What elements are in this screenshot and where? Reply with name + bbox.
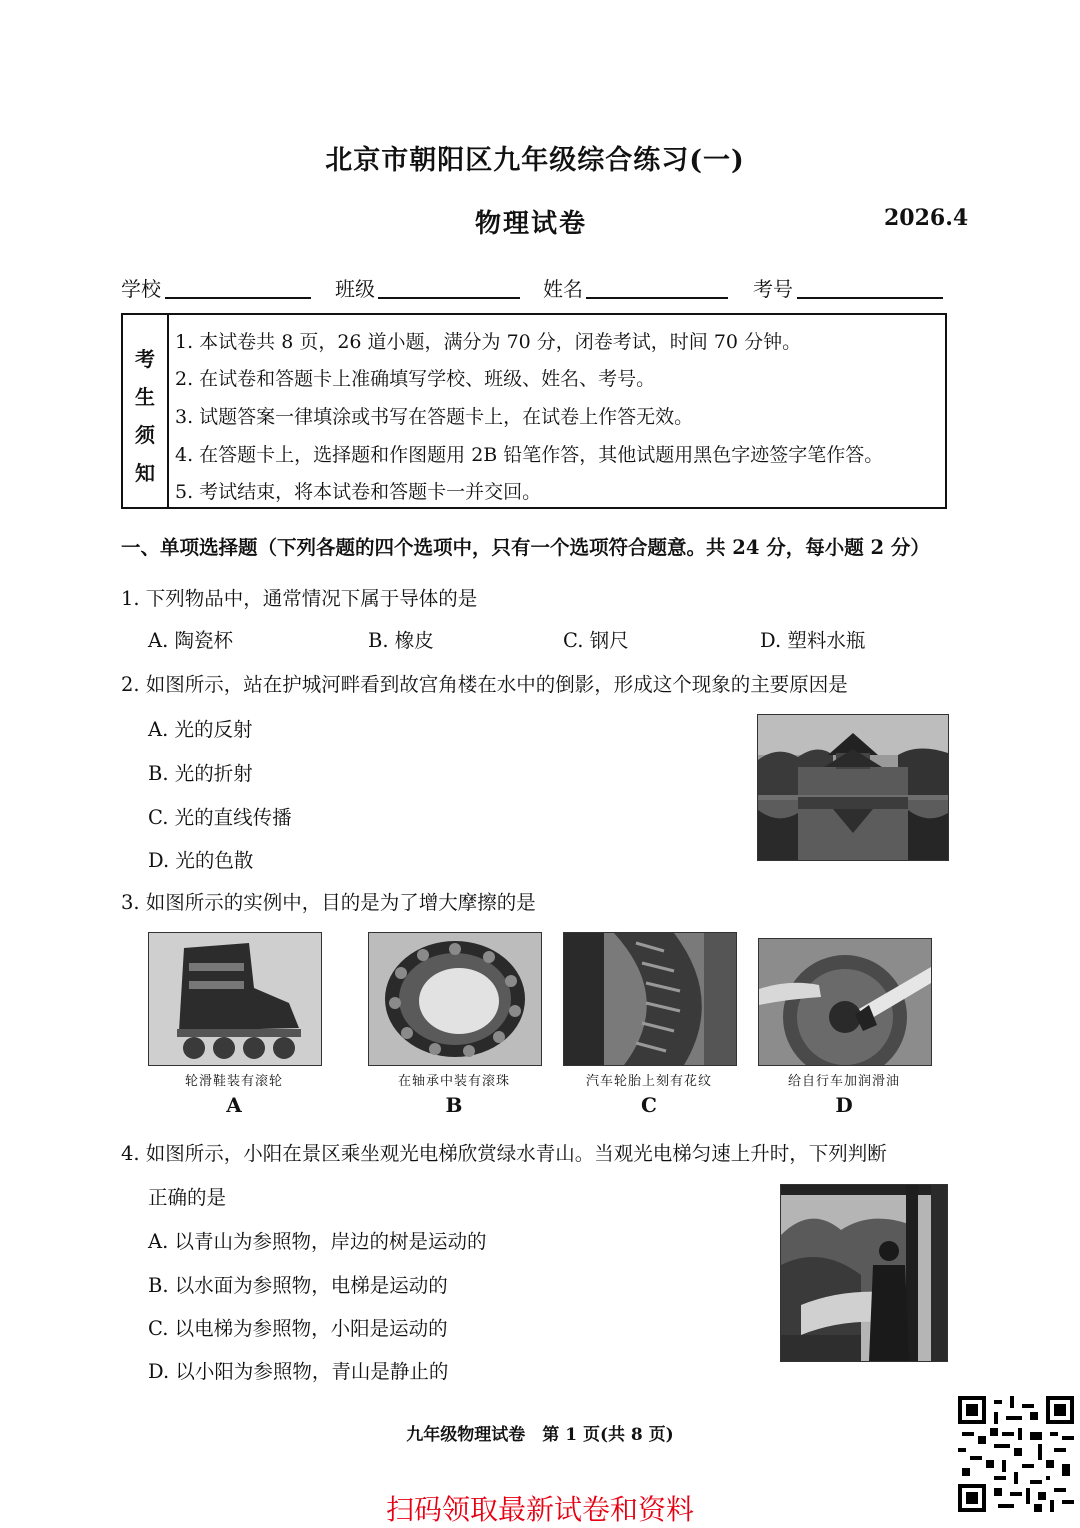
q3-label-b: B xyxy=(445,1093,463,1117)
class-label: 班级 xyxy=(335,277,375,301)
exam-no-blank xyxy=(797,297,943,299)
sightseeing-elevator-image xyxy=(781,1185,947,1361)
tire-photo xyxy=(563,932,737,1066)
q2-option-d: D. 光的色散 xyxy=(148,849,254,872)
class-blank xyxy=(378,297,520,299)
corner-tower-photo xyxy=(757,714,949,861)
q3-label-d: D xyxy=(835,1093,853,1117)
notice-item: 5. 考试结束，将本试卷和答题卡一并交回。 xyxy=(175,481,542,503)
section-heading: 一、单项选择题（下列各题的四个选项中，只有一个选项符合题意。共 24 分，每小题 2 分） xyxy=(121,536,930,559)
q2-stem: 2. 如图所示，站在护城河畔看到故宫角楼在水中的倒影，形成这个现象的主要原因是 xyxy=(121,673,848,696)
q1-option-a: A. 陶瓷杯 xyxy=(148,629,233,652)
notice-heading-char: 考 xyxy=(135,347,155,371)
skate-photo xyxy=(148,932,322,1066)
notice-item: 4. 在答题卡上，选择题和作图题用 2B 铅笔作答，其他试题用黑色字迹签字笔作答。 xyxy=(175,444,884,466)
q4-stem: 4. 如图所示，小阳在景区乘坐观光电梯欣赏绿水青山。当观光电梯匀速上升时，下列判断 xyxy=(121,1142,887,1165)
corner-tower-image xyxy=(758,715,948,860)
notice-item: 2. 在试卷和答题卡上准确填写学校、班级、姓名、考号。 xyxy=(175,368,656,390)
bike-oil-photo xyxy=(758,938,932,1066)
q3-caption-a: 轮滑鞋装有滚轮 xyxy=(184,1074,283,1089)
q4-stem-cont: 正确的是 xyxy=(148,1186,227,1209)
notice-heading-char: 知 xyxy=(135,461,155,485)
q3-caption-d: 给自行车加润滑油 xyxy=(787,1074,900,1089)
name-blank xyxy=(586,297,728,299)
notice-item: 1. 本试卷共 8 页，26 道小题，满分为 70 分，闭卷考试，时间 70 分钟。 xyxy=(175,331,802,353)
q4-option-a: A. 以青山为参照物，岸边的树是运动的 xyxy=(148,1230,487,1253)
q2-option-a: A. 光的反射 xyxy=(148,718,253,741)
q1-option-b: B. 橡皮 xyxy=(368,629,434,652)
exam-title: 北京市朝阳区九年级综合练习(一) xyxy=(325,145,745,176)
page-footer: 九年级物理试卷 第 1 页(共 8 页) xyxy=(406,1425,674,1445)
q3-stem: 3. 如图所示的实例中，目的是为了增大摩擦的是 xyxy=(121,891,536,914)
q2-option-c: C. 光的直线传播 xyxy=(148,806,292,829)
exam-no-label: 考号 xyxy=(753,277,793,301)
bike-lubrication-image xyxy=(759,939,931,1065)
q3-caption-c: 汽车轮胎上刻有花纹 xyxy=(585,1074,712,1089)
ball-bearing-image xyxy=(369,933,541,1065)
roller-skate-image xyxy=(149,933,321,1065)
q3-caption-b: 在轴承中装有滚珠 xyxy=(397,1074,510,1089)
notice-box xyxy=(121,313,947,509)
exam-date: 2026.4 xyxy=(884,205,969,231)
q4-option-d: D. 以小阳为参照物，青山是静止的 xyxy=(148,1360,449,1383)
q3-label-c: C xyxy=(641,1093,657,1117)
q2-option-b: B. 光的折射 xyxy=(148,762,253,785)
subject-title: 物理试卷 xyxy=(475,209,588,239)
q1-option-d: D. 塑料水瓶 xyxy=(760,629,866,652)
elevator-photo xyxy=(780,1184,948,1362)
name-label: 姓名 xyxy=(543,277,583,301)
notice-heading-char: 生 xyxy=(135,385,155,409)
q4-option-b: B. 以水面为参照物，电梯是运动的 xyxy=(148,1274,448,1297)
promo-text[interactable]: 扫码领取最新试卷和资料 xyxy=(385,1493,694,1526)
q1-option-c: C. 钢尺 xyxy=(563,629,629,652)
notice-heading xyxy=(123,315,169,507)
q4-option-c: C. 以电梯为参照物，小阳是运动的 xyxy=(148,1317,448,1340)
school-blank xyxy=(165,297,311,299)
school-label: 学校 xyxy=(121,277,161,301)
bearing-photo xyxy=(368,932,542,1066)
q3-label-a: A xyxy=(226,1093,242,1117)
notice-heading-char: 须 xyxy=(135,423,155,447)
notice-item: 3. 试题答案一律填涂或书写在答题卡上，在试卷上作答无效。 xyxy=(175,406,694,428)
tire-tread-image xyxy=(564,933,736,1065)
q1-stem: 1. 下列物品中，通常情况下属于导体的是 xyxy=(121,587,478,610)
